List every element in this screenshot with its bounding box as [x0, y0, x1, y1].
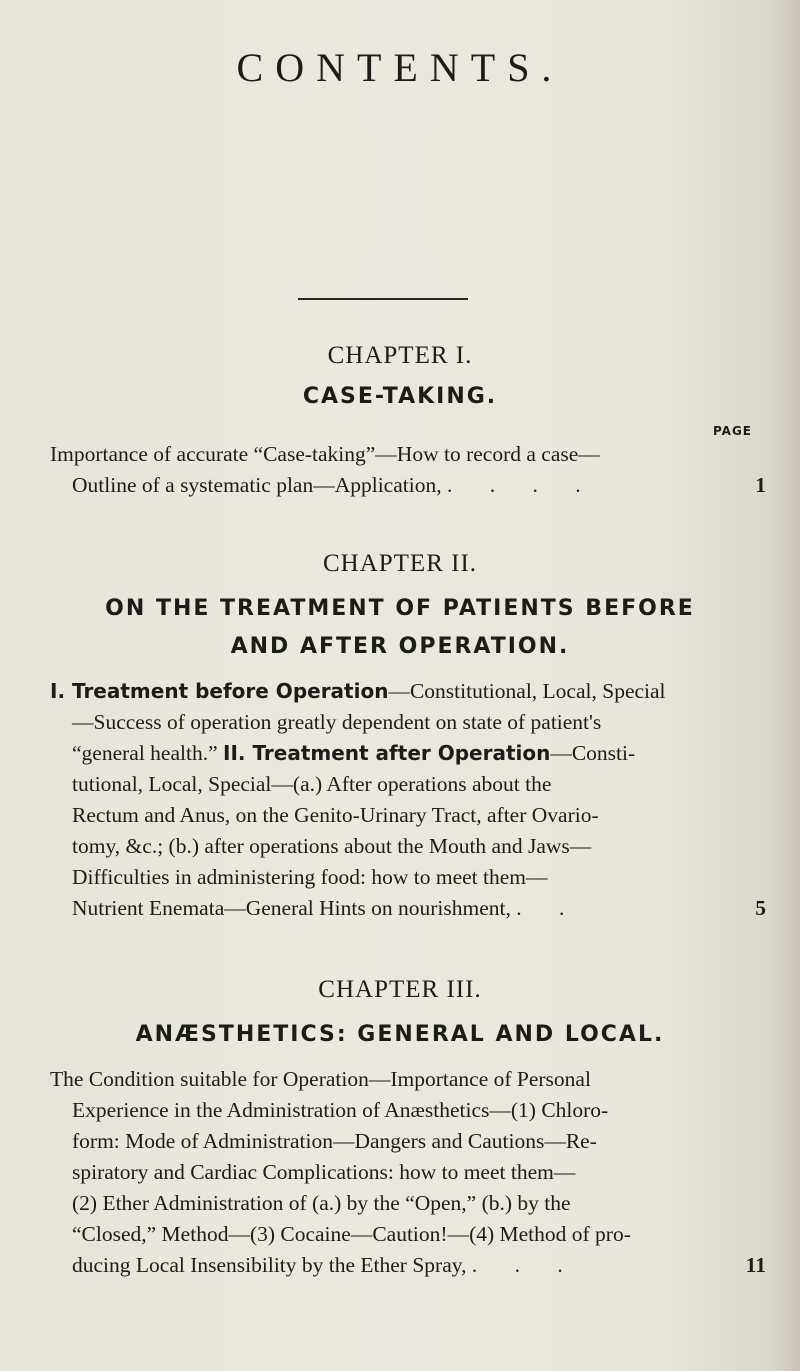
chapter-1-heading: CHAPTER I.	[327, 342, 473, 369]
entry-line: “general health.” II. Treatment after Operation—Consti-	[72, 741, 636, 765]
entry-line-with-page	[50, 470, 766, 501]
page-number: 1	[755, 473, 766, 497]
entry-line: (2) Ether Administration of (a.) by the “Open,” (b.) by the	[72, 1191, 571, 1215]
page-number: 11	[745, 1253, 766, 1277]
entry-line: The Condition suitable for Operation—Importance of Personal	[50, 1067, 591, 1091]
chapter-1-subtitle: CASE-TAKING.	[302, 384, 498, 409]
leader-dots: . . . .	[446, 473, 597, 497]
entry-line: Experience in the Administration of Anæsthetics—(1) Chloro-	[72, 1098, 609, 1122]
title-rule	[298, 298, 468, 300]
entry-line: Outline of a systematic plan—Application,	[72, 473, 442, 497]
chapter-2-subtitle-line-2: AND AFTER OPERATION.	[230, 634, 570, 659]
entry-line: —Success of operation greatly dependent on state of patient's	[72, 710, 602, 734]
entry-line: Difficulties in administering food: how to meet them—	[72, 865, 548, 889]
entry-line: I. Treatment before Operation—Constitutional, Local, Special	[50, 679, 666, 703]
entry-line: spiratory and Cardiac Complications: how to meet them—	[72, 1160, 576, 1184]
leader-dots: . .	[516, 896, 581, 920]
chapter-1-entry	[50, 439, 766, 501]
page-number: 5	[755, 896, 766, 920]
entry-line: ducing Local Insensibility by the Ether Spray,	[72, 1253, 467, 1277]
entry-line: Importance of accurate “Case-taking”—How to record a case—	[50, 442, 600, 466]
chapter-3-subtitle: ANÆSTHETICS: GENERAL AND LOCAL.	[135, 1022, 665, 1047]
entry-line-with-page	[50, 1250, 766, 1281]
chapter-3-entry	[50, 1064, 766, 1281]
entry-line: Nutrient Enemata—General Hints on nourishment,	[72, 896, 511, 920]
chapter-2-heading: CHAPTER II.	[322, 550, 478, 577]
chapter-3-heading: CHAPTER III.	[318, 976, 482, 1003]
chapter-2-subtitle-line-1: ON THE TREATMENT OF PATIENTS BEFORE	[105, 596, 695, 621]
page-column-label: PAGE	[712, 424, 752, 438]
leader-dots: . . .	[471, 1253, 579, 1277]
entry-line-with-page	[50, 893, 766, 924]
contents-title: CONTENTS.	[236, 45, 564, 90]
entry-line: form: Mode of Administration—Dangers and Cautions—Re-	[72, 1129, 597, 1153]
entry-line: “Closed,” Method—(3) Cocaine—Caution!—(4) Method of pro-	[72, 1222, 631, 1246]
chapter-2-entry	[50, 676, 766, 924]
section-lead: I. Treatment before Operation	[50, 679, 389, 703]
section-lead: II. Treatment after Operation	[223, 741, 551, 765]
entry-line: tutional, Local, Special—(a.) After operations about the	[72, 772, 552, 796]
entry-line: Rectum and Anus, on the Genito-Urinary Tract, after Ovario-	[72, 803, 599, 827]
entry-line: tomy, &c.; (b.) after operations about the Mouth and Jaws—	[72, 834, 592, 858]
